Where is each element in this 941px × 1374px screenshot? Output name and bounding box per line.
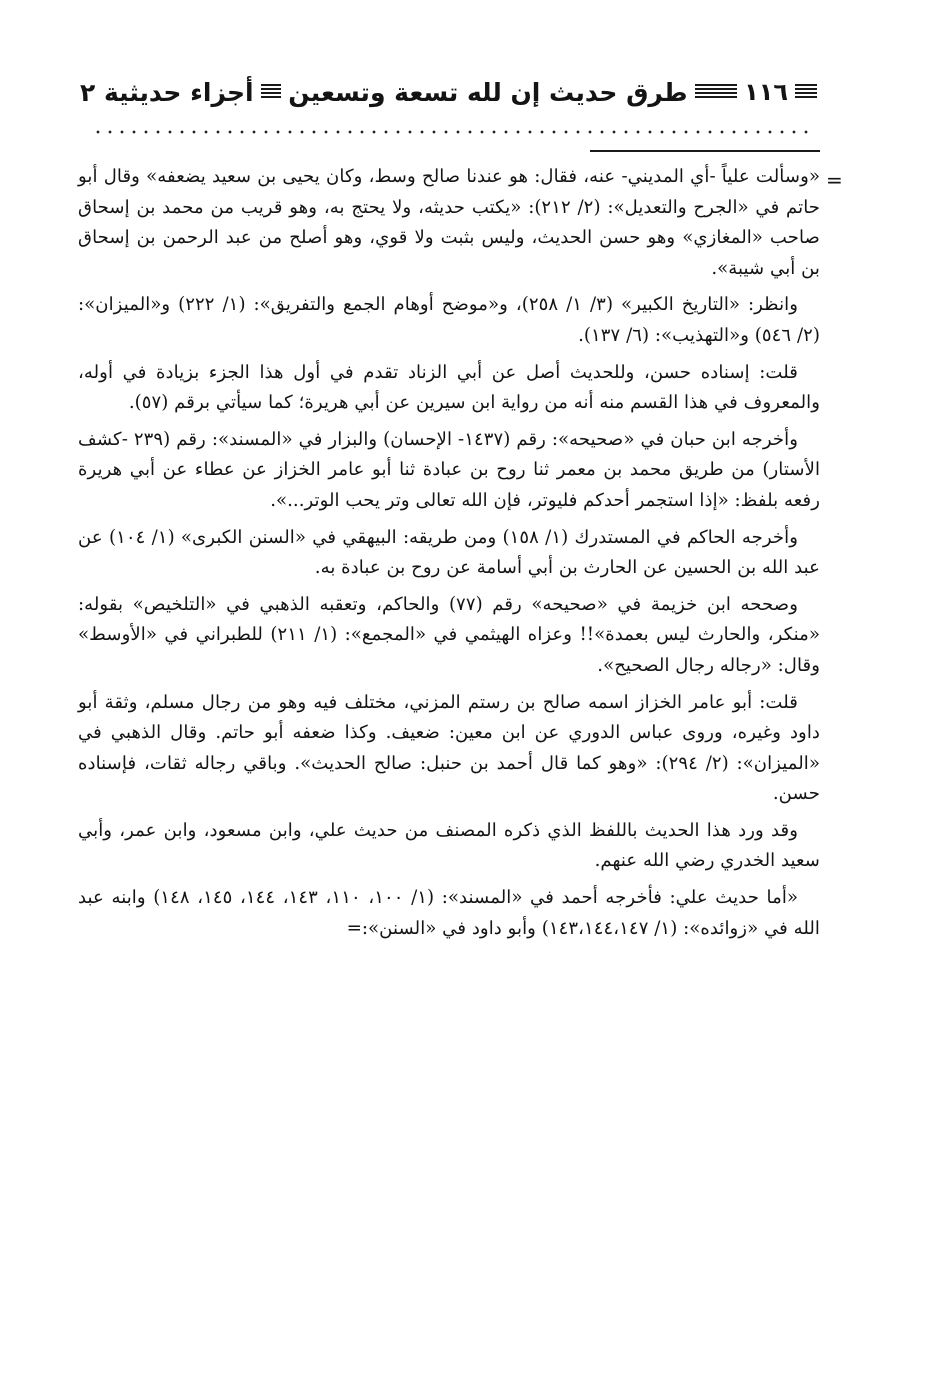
paragraph: «أما حديث علي: فأخرجه أحمد في «المسند»: (١/ ١٠٠، ١١٠، ١٤٣، ١٤٤، ١٤٥، ١٤٨) وابنه عبد الله في «زوائده»: (١/ ١٤٣،١٤٤،١٤٧) وأبو داود في «السنن»:= [78,887,820,939]
paragraph: وقد ورد هذا الحديث باللفظ الذي ذكره المصنف من حديث علي، وابن مسعود، وابن عمر، وأبي سعيد الخدري رضي الله عنهم. [78,819,820,872]
paragraph: وانظر: «التاريخ الكبير» (٣/ ١/ ٢٥٨)، و«موضح أوهام الجمع والتفريق»: (١/ ٢٢٢) و«الميزان»: (٢/ ٥٤٦) و«التهذيب»: (٦/ ١٣٧). [78,294,820,346]
header-rule-ornament [695,84,738,100]
chapter-title: طرق حديث إن لله تسعة وتسعين [288,77,688,107]
continuation-mark: = [826,168,843,192]
paragraph: وصححه ابن خزيمة في «صحيحه» رقم (٧٧) والحاكم، وتعقبه الذهبي في «التلخيص» بقوله: «منكر، والحارث ليس بعمدة»!! وعزاه الهيثمي في «المجمع»: (١/ ٢١١) للطبراني في «الأوسط» وقال: «رجاله رجال الصحيح». [78,593,821,676]
paragraph: «وسألت علياً -أي المديني- عنه، فقال: هو عندنا صالح وسط، وكان يحيى بن سعيد يضعفه» وقال أبو حاتم في «الجرح والتعديل»: (٢/ ٢١٢): «يكتب حديثه، ولا يحتج به، وهو قريب من محمد بن إسحاق صاحب «المغازي» وهو حسن الحديث، وليس بثبت ولا قوي، وهو أصلح من عبد الرحمن بن إسحاق بن أبي شيبة». [78,166,820,279]
footnote-text [78,162,820,950]
paragraph: وأخرجه ابن حبان في «صحيحه»: رقم (١٤٣٧- الإحسان) والبزار في «المسند»: رقم (٢٣٩ -كشف الأستار) من طريق محمد بن معمر ثنا روح بن عبادة ثنا أبو عامر الخزاز عن عطاء عن أبي هريرة رفعه بلفظ: «إذا استجمر أحدكم فليوتر، فإن الله تعالى وتر يحب الوتر...». [78,428,820,511]
running-header [80,72,824,112]
header-rule-ornament [261,84,282,100]
paragraph: قلت: أبو عامر الخزاز اسمه صالح بن رستم المزني، مختلف فيه وهو من رجال مسلم، وثقة أبو داود وغيره، وروى عباس الدوري عن ابن معين: ضعيف. وكذا ضعفه أبو حاتم. وقال الذهبي في «الميزان»: (٢/ ٢٩٤): «وهو كما قال أحمد بن حنبل: صالح الحديث». وباقي رجاله ثقات، فإسناده حسن. [78,691,820,805]
page-number: ١١٦ [744,78,789,106]
paragraph: وأخرجه الحاكم في المستدرك (١/ ١٥٨) ومن طريقه: البيهقي في «السنن الكبرى» (١/ ١٠٤) عن عبد الله بن الحسين عن الحارث بن أبي أسامة عن روح بن عبادة به. [78,526,820,579]
footnote-rule [590,150,820,152]
header-rule-ornament [795,84,817,100]
book-title: أجزاء حديثية ٢ [80,77,254,107]
dotted-separator [92,128,816,136]
paragraph: قلت: إسناده حسن، وللحديث أصل عن أبي الزناد تقدم في أول هذا الجزء بزيادة في أوله، والمعروف في هذا القسم منه أنه من رواية ابن سيرين عن أبي هريرة؛ كما سيأتي برقم (٥٧). [78,361,820,414]
